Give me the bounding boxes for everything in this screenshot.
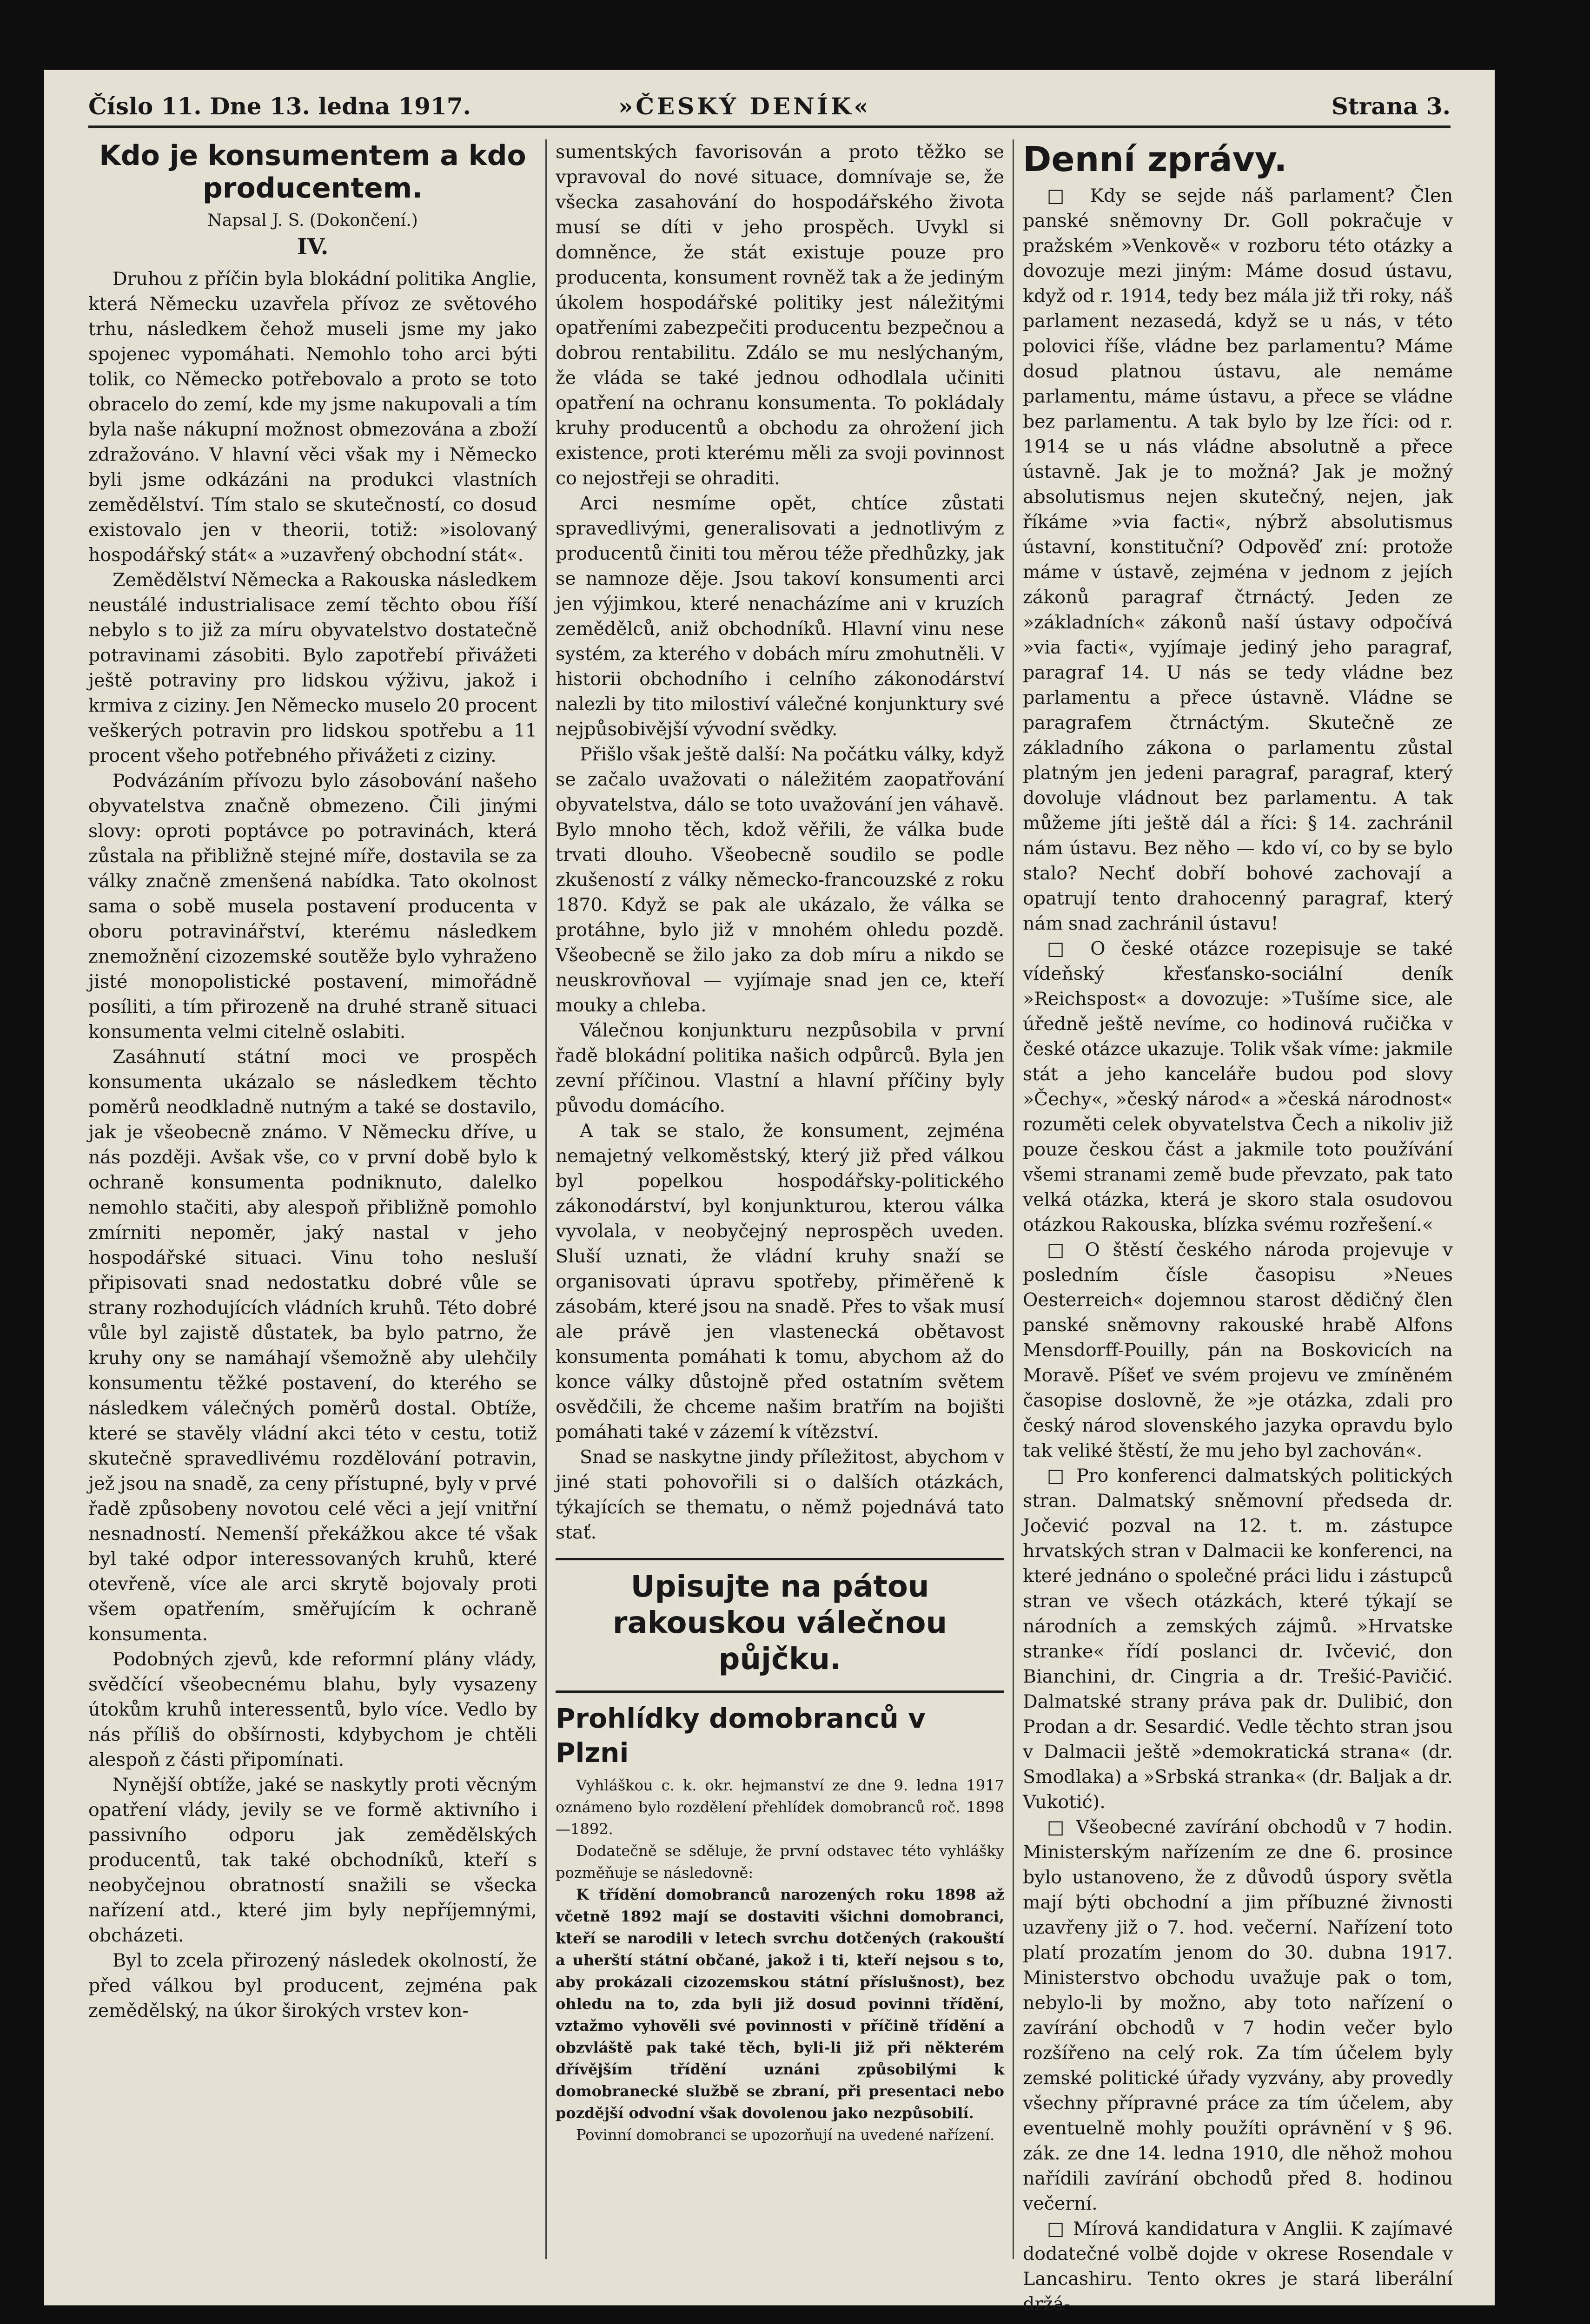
article-paragraph: Přišlo však ještě další: Na počátku války, když se začalo uvažovati o náležitém zaopatřování obyvatelstva, dálo se toto uvažování jen váhavě. Bylo mnoho těch, kdož věřili, že válka bude trvati dlouho. Všeobecně soudilo se podle zkušeností z války německo-francouzské z roku 1870. Když se pak ale ukázalo, že válka se protáhne, bylo již v mnohém ohledu pozdě. Všeobecně se žilo jako za dob míru a nikdo se neuskrovňoval — vyjímaje snad jen ce, kteří mouky a chleba. <box>556 744 1004 1016</box>
article-paragraph: sumentských favorisován a proto těžko se vpravoval do nové situace, domnívaje se, že všecka zasahování do hospodářského života musí se díti v jeho prospěch. Uvykl si domněnce, že stát existuje pouze pro producenta, konsument rovněž tak a že jediným úkolem hospodářské politiky jest náležitými opatřeními zabezpečiti producentu bezpečnou a dobrou rentabilitu. Zdálo se mu neslýchaným, že vláda se také jednou odhodlala učiniti opatření na ochranu konsumenta. To pokládaly kruhy producentů a obchodu za ohrožení jich existence, proti kterému měli za svoji povinnost co nejostřeji se ohraditi. <box>556 141 1004 489</box>
article-paragraph: Zasáhnutí státní moci ve prospěch konsumenta ukázalo se následkem těchto poměrů neodkladně nutným a také se dostavilo, jak je všeobecně známo. V Německu dříve, u nás později. Avšak vše, co v první době bylo k ochraně konsumenta podniknuto, dalelko nemohlo stačiti, aby alespoň přibližně pomohlo zmírniti nepoměr, jaký nastal v jeho hospodářské situaci. Vinu toho nesluší připisovati snad nedostatku dobré vůle se strany rozhodujících vládních kruhů. Této dobré vůle byl zajistě důstatek, ba bylo patrno, že kruhy ony se namáhají všemožně aby ulehčily konsumentu těžké postavení, do kterého se následkem válečných poměrů dostal. Obtíže, které se stavěly vládní akci této v cestu, totiž skutečně spravedlivému rozdělování potravin, jež jsou na snadě, za ceny přístupné, byly v prvé řadě způsobeny novotou celé věci a její vnitřní nesnadností. Nemenší překážkou akce té však byl také odpor interessovaných kruhů, které otevřeně, více ale arci skrytě bojovaly proti všem opatřením, směřujícím k ochraně konsumenta. <box>88 1046 537 1645</box>
notice-title: Prohlídky domobranců v Plzni <box>556 1703 926 1769</box>
divider <box>556 1690 1004 1693</box>
loan-banner: Upisujte na pátou rakouskou válečnou půjčku. <box>612 1570 947 1677</box>
column-rule <box>545 139 547 2259</box>
article-paragraph: Válečnou konjunkturu nezpůsobila v první řadě blokádní politika našich odpůrců. Byla jen zevní příčinou. Vlastní a hlavní příčiny byly původu domácího. <box>556 1020 1004 1116</box>
column-rule <box>1013 139 1014 2259</box>
column-2 <box>556 139 1004 2259</box>
news-item: □ Mírová kandidatura v Anglii. K zajímavé dodatečné volbě dojde v okrese Rosendale v Lancashiru. Tento okres je stará liberální držá- <box>1023 2218 1453 2315</box>
article-paragraph: Arci nesmíme opět, chtíce zůstati spravedlivými, generalisovati a jednotlivým z producentů činiti tou měrou téže předhůzky, jak se namnoze děje. Jsou takoví konsumenti arci jen výjimkou, které nenacházíme ani v kruzích zemědělců, aniž obchodníků. Hlavní vinu nese systém, za kterého v dobách míru zmohutněli. V historii obchodního i celního zákonodárství nalezli by tito milostiví válečné konjunktury své nejpůsobivější vývodní svědky. <box>556 493 1004 740</box>
article-paragraph: Podobných zjevů, kde reformní plány vlády, svědčící všeobecnému blahu, byly vysazeny útokům kruhů interessentů, bylo více. Vedlo by nás příliš do obšírnosti, kdybychom je chtěli alespoň z části připomínati. <box>88 1649 537 1770</box>
article-paragraph: Zemědělství Německa a Rakouska následkem neustálé industrialisace zemí těchto obou říší nebylo s to již za míru obyvatelstvo dostatečně potravinami zásobiti. Bylo zapotřebí přivážeti ještě potraviny pro lidskou výživu, jakož i krmiva z ciziny. Jen Německo muselo 20 procent veškerých potravin pro lidskou spotřebu a 11 procent všeho potřebného přivážeti z ciziny. <box>88 569 537 766</box>
newspaper-page <box>44 70 1495 2315</box>
article-title: Kdo je konsumentem a kdo producentem. <box>99 139 526 205</box>
news-item: □ Pro konferenci dalmatských politických stran. Dalmatský sněmovní předseda dr. Jočević pozval na 12. t. m. zástupce hrvatských stran v Dalmacii ke konferenci, na které jednáno o společné práci lidu i zástupců stran ve všech otázkách, které týkají se národních a zemských zájmů. »Hrvatske stranke« řídí poslanci dr. Ivčević, don Bianchini, dr. Cingria a dr. Trešić-Pavičić. Dalmatské strany práva pak dr. Dulibić, don Prodan a dr. Sesardić. Vedle těchto stran jsou v Dalmacii ještě »demokratická strana« (dr. Smodlaka) a »Srbská stranka« (dr. Baljak a dr. Vukotić). <box>1023 1465 1453 1813</box>
paper-name: »ČESKÝ DENÍK« <box>618 92 871 120</box>
article-paragraph: Podvázáním přívozu bylo zásobování našeho obyvatelstva značně obmezeno. Čili jinými slovy: oproti poptávce po potravinách, která zůstala na přibližně stejné míře, dostavila se za války značně zmenšená nabídka. Tato okolnost sama o sobě musela postavení producenta v oboru potravinářství, kterému následkem znemožnění cizozemské soutěže bylo vyhraženo jisté monopolistické postavení, mimořádně posíliti, a tím přirozeně na druhé straně situaci konsumenta velmi citelně oslabiti. <box>88 770 537 1043</box>
divider <box>556 1558 1004 1560</box>
issue-date: Číslo 11. Dne 13. ledna 1917. <box>88 92 471 120</box>
article-paragraph: Byl to zcela přirozený následek okolností, že před válkou byl producent, zejména pak zemědělský, na úkor širokých vrstev kon- <box>88 1950 537 2021</box>
article-byline: Napsal J. S. (Dokončení.) <box>207 211 418 230</box>
article-part: IV. <box>297 234 329 260</box>
news-item: □ O české otázce rozepisuje se také vídeňský křesťansko-sociální deník »Reichspost« a dovozuje: »Tušíme sice, ale úředně ještě nevíme, co hodinová ručička v české otázce ukazuje. Tolik však víme: jakmile stát a jeho kanceláře budou pod slovy »Čechy«, »český národ« a »česká národnost« rozuměti celek obyvatelstva Čech a nikoliv již pouze českou část a jakmile toto používání všemi stranami země bude převzato, pak tato velká otázka, která je skoro stala osudovou otázkou Rakouska, blízka svému rozřešení.« <box>1023 938 1453 1235</box>
news-item: □ Všeobecné zavírání obchodů v 7 hodin. Ministerským nařízením ze dne 6. prosince bylo ustanoveno, že z důvodů úspory světla mají býti obchodní a jim příbuzné živnosti uzavřeny již o 7. hod. večerní. Nařízení toto platí prozatím jenom do 30. dubna 1917. Ministerstvo obchodu uvažuje pak o tom, nebylo-li by možno, aby toto nařízení o zavírání obchodů v 7 hodin večer bylo rozšířeno na celý rok. Za tím účelem byly zemské politické úřady vyzvány, aby provedly všechny přípravné práce za tím účelem, aby eventuelně mohly použíti oprávnění v § 96. zák. ze dne 14. ledna 1910, dle něhož mohou nařídili zavírání obchodů před 8. hodinou večerní. <box>1023 1816 1453 2214</box>
notice-paragraph: Dodatečně se sděluje, že první odstavec této vyhlášky pozměňuje se následovně: <box>556 1842 1004 1882</box>
page-number: Strana 3. <box>1331 92 1451 120</box>
masthead <box>88 88 1451 128</box>
notice-paragraph: Povinní domobranci se upozorňují na uvedené nařízení. <box>576 2126 995 2144</box>
notice-paragraph: K třídění domobranců narozených roku 1898 až včetně 1892 mají se dostaviti všichni domobranci, kteří se narodili v letech svrchu dotčených (rakouští a uherští státní občané, jakož i ti, kteří nejsou s to, aby prokázali cizozemskou státní příslušnost), bez ohledu na to, zda byli již dosud povinni třídění, vztažmo vyhověli své povinnosti v příčině třídění a obzvláště pak také těch, byli-li již při některém dřívějším třídění uznáni způsobilými k domobranecké službě se zbraní, při presentaci nebo pozdější odvodní však dovolenou jako nezpůsobilí. <box>556 1886 1004 2122</box>
section-title: Denní zprávy. <box>1023 139 1287 179</box>
notice-paragraph: Vyhláškou c. k. okr. hejmanství ze dne 9. ledna 1917 oznámeno bylo rozdělení přehlídek domobranců roč. 1898—1892. <box>556 1776 1004 1838</box>
article-paragraph: Nynější obtíže, jaké se naskytly proti věcným opatření vlády, jevily se ve formě aktivního i passivního odporu jak zemědělských producentů, tak také obchodníků, kteří s neobyčejnou obratností snažili se všecka nařízení atd., které jim byly nepříjemnými, obcházeti. <box>88 1774 537 1946</box>
article-paragraph: Druhou z příčin byla blokádní politika Anglie, která Německu uzavřela přívoz ze světového trhu, následkem čehož museli jsme my jako spojenec vypomáhati. Nemohlo toho arci býti tolik, co Německo potřebovalo a proto se toto obracelo do zemí, kde my jsme nakupovali a tím byla naše nákupní možnost obmezována a zboží zdražováno. V hlavní věci však my i Německo byli jsme odkázáni na produkci vlastních zemědělství. Tím stalo se skutečností, co dosud existovalo jen v theorii, totiž: »isolovaný hospodářský stát« a »uzavřený obchodní stát«. <box>88 268 537 566</box>
article-paragraph: Snad se naskytne jindy příležitost, abychom v jiné stati pohovořili si o dalších otázkách, týkajících se thematu, o němž pojednává tato stať. <box>556 1446 1004 1543</box>
news-item: □ Kdy se sejde náš parlament? Člen panské sněmovny Dr. Goll pokračuje v pražském »Venkově« v rozboru této otázky a dovozuje mezi jiným: Máme dosud ústavu, když od r. 1914, tedy bez mála již tři roky, náš parlament nezasedá, když se u nás, v této polovici říše, vládne bez parlamentu? Máme dosud platnou ústavu, ale nemáme parlamentu, máme ústavu, a přece se vládne bez parlamentu. A tak bylo by lze říci: od r. 1914 se u nás vládne absolutně a přece ústavně. Jak je to možná? Jak je možný absolutismus nejen skutečný, nejen, jak říkáme »via facti«, nýbrž absolutismus ústavní, konstituční? Odpověď zní: protože máme v ústavě, zejména v jednom z jejích zákonů paragraf čtrnáctý. Jeden ze »základních« zákonů naší ústavy odpočívá »via facti«, vyjímaje jediný jeho paragraf, paragraf 14. U nás se tedy vládne bez parlamentu a přece ústavně. Vládne se paragrafem čtrnáctým. Skutečně ze základního zákona o parlamentu zůstal platným jen jedeni paragraf, paragraf, který dovoluje vládnout bez parlamentu. A tak můžeme jíti ještě dál a říci: § 14. zachránil nám ústavu. Bez něho — kdo ví, co by se bylo stalo? Nechť dobří bohové zachovají a opatrují tento drahocenný paragraf, který nám snad zachránil ústavu! <box>1023 185 1453 934</box>
column-3 <box>1023 139 1453 2315</box>
article-paragraph: A tak se stalo, že konsument, zejména nemajetný velkoměstský, který již před válkou byl popelkou hospodářsky-politického zákonodárství, byl konjunkturou, kterou válka vyvolala, v neobyčejný neprospěch uveden. Sluší uznati, že vládní kruhy snaží se organisovati úpravu spotřeby, přiměřeně k zásobám, které jsou na snadě. Přes to však musí ale právě jen vlastenecká obětavost konsumenta pomáhati k tomu, abychom až do konce války důstojně před ostatním světem osvědčili, že chceme našim bratřím na bojišti pomáhati také v zázemí k vítězství. <box>556 1120 1004 1443</box>
column-1 <box>88 139 537 2259</box>
news-item: □ O štěstí českého národa projevuje v posledním čísle časopisu »Neues Oesterreich« dojemnou starost dědičný člen panské sněmovny rakouské hrabě Alfons Mensdorff-Pouilly, pán na Boskovicích na Moravě. Píšeť ve svém projevu ve zmíněném časopise doslovně, že »je otázka, zdali pro český národ slovenského jazyka opravdu bylo tak veliké štěstí, že mu jeho byl zachován«. <box>1023 1239 1453 1461</box>
